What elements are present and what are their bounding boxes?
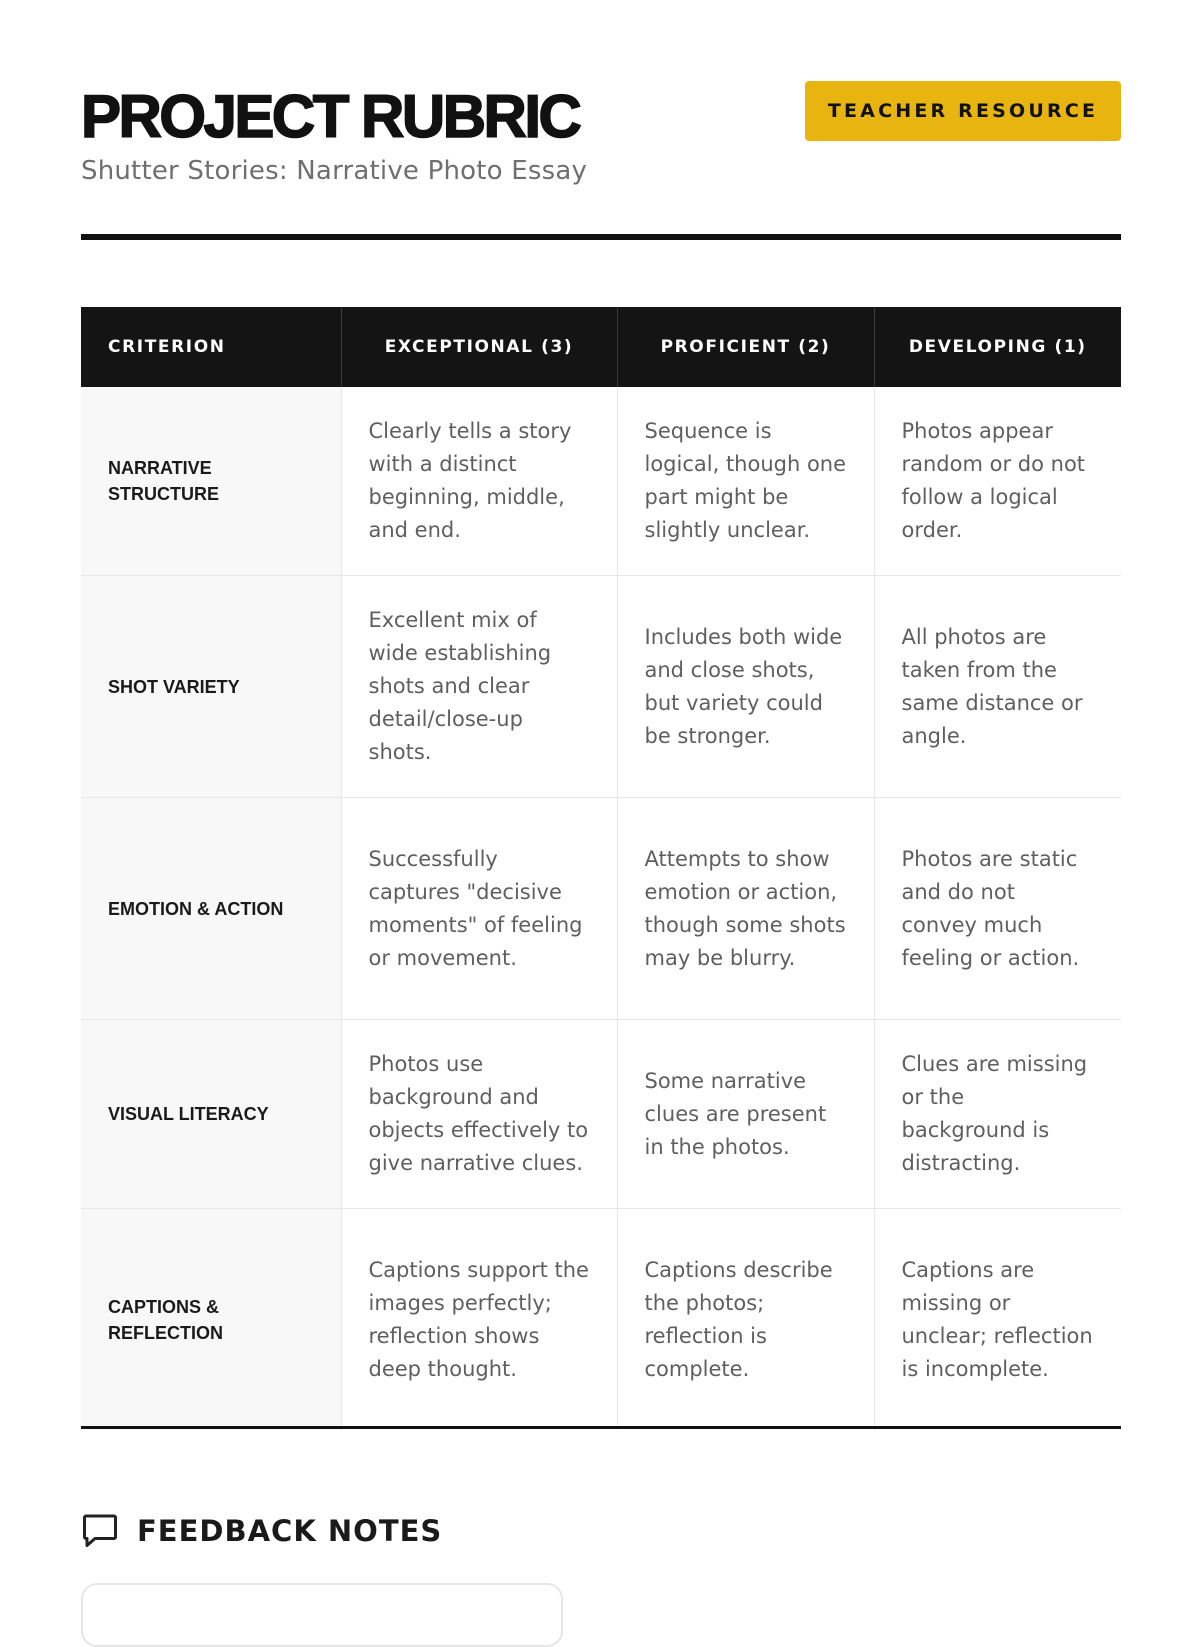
developing-cell: Photos appear random or do not follow a logical order.	[874, 387, 1121, 576]
header-developing: DEVELOPING (1)	[874, 307, 1121, 387]
criterion-cell: VISUAL LITERACY	[81, 1020, 341, 1209]
proficient-cell: Some narrative clues are present in the photos.	[617, 1020, 874, 1209]
exceptional-cell: Excellent mix of wide establishing shots and clear detail/close-up shots.	[341, 576, 617, 798]
rubric-table-body	[81, 387, 1121, 1430]
proficient-cell: Sequence is logical, though one part might be slightly unclear.	[617, 387, 874, 576]
rubric-table-header	[81, 307, 1121, 387]
rubric-table	[81, 307, 1121, 1430]
feedback-title: FEEDBACK NOTES	[137, 1514, 443, 1548]
header-exceptional: EXCEPTIONAL (3)	[341, 307, 617, 387]
proficient-cell: Attempts to show emotion or action, though some shots may be blurry.	[617, 798, 874, 1020]
header-criterion: CRITERION	[81, 307, 341, 387]
exceptional-cell: Captions support the images perfectly; reflection shows deep thought.	[341, 1209, 617, 1431]
proficient-cell: Includes both wide and close shots, but variety could be stronger.	[617, 576, 874, 798]
exceptional-cell: Clearly tells a story with a distinct beginning, middle, and end.	[341, 387, 617, 576]
feedback-section-header	[81, 1512, 442, 1550]
criterion-cell: CAPTIONS & REFLECTION	[81, 1209, 341, 1431]
rubric-page	[81, 0, 1121, 1548]
page-header	[81, 0, 1121, 241]
speech-bubble-icon	[81, 1512, 119, 1550]
developing-cell: Captions are missing or unclear; reflection is incomplete.	[874, 1209, 1121, 1431]
table-row	[81, 798, 1121, 1020]
teacher-resource-badge: TEACHER RESOURCE	[805, 81, 1121, 141]
developing-cell: Clues are missing or the background is distracting.	[874, 1020, 1121, 1209]
developing-cell: All photos are taken from the same distance or angle.	[874, 576, 1121, 798]
exceptional-cell: Photos use background and objects effectively to give narrative clues.	[341, 1020, 617, 1209]
criterion-cell: EMOTION & ACTION	[81, 798, 341, 1020]
developing-cell: Photos are static and do not convey much feeling or action.	[874, 798, 1121, 1020]
proficient-cell: Captions describe the photos; reflection is complete.	[617, 1209, 874, 1431]
page-title: PROJECT RUBRIC	[81, 83, 580, 150]
table-row	[81, 387, 1121, 576]
page-subtitle: Shutter Stories: Narrative Photo Essay	[81, 156, 588, 186]
feedback-notes-box[interactable]	[81, 1583, 563, 1647]
table-row	[81, 576, 1121, 798]
table-row	[81, 1020, 1121, 1209]
criterion-cell: NARRATIVE STRUCTURE	[81, 387, 341, 576]
header-row	[81, 307, 1121, 387]
table-row	[81, 1209, 1121, 1431]
table-bottom-divider	[81, 1426, 1121, 1429]
exceptional-cell: Successfully captures "decisive moments" of feeling or movement.	[341, 798, 617, 1020]
criterion-cell: SHOT VARIETY	[81, 576, 341, 798]
header-divider	[81, 234, 1121, 240]
header-proficient: PROFICIENT (2)	[617, 307, 874, 387]
